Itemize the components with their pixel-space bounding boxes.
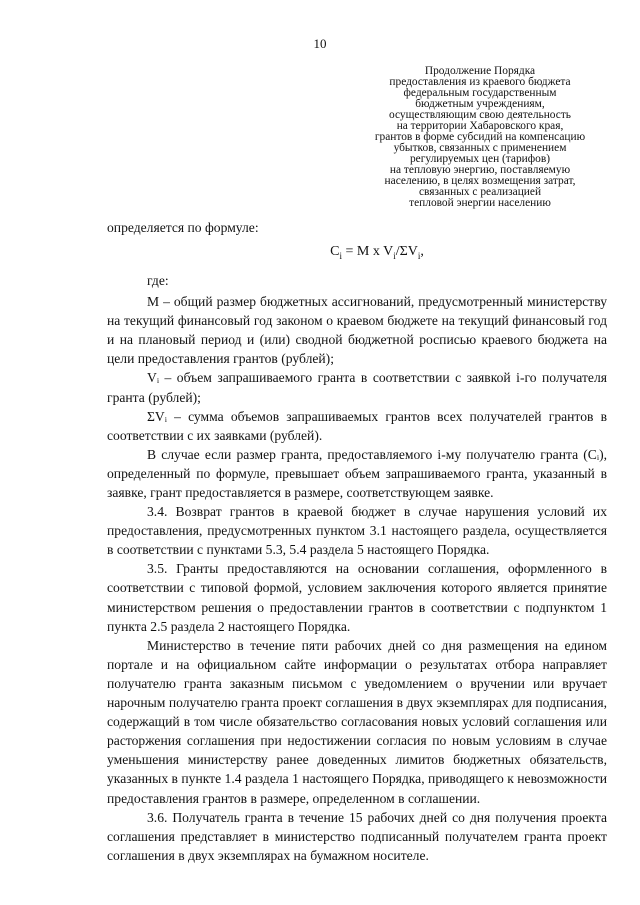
paragraph-v-definition: Vᵢ – объем запрашиваемого гранта в соответствии с заявкой i-го получателя гранта (рублей); <box>107 370 607 405</box>
header-line: на территории Хабаровского края, <box>396 120 564 132</box>
header-line: предоставления из краевого бюджета <box>389 76 571 88</box>
paragraph-3-6: 3.6. Получатель гранта в течение 15 рабочих дней со дня получения проекта соглашения представляет в министерство подписанный получателем гранта проект соглашения в двух экземплярах на бумажном носителе. <box>107 809 607 863</box>
header-line: убытков, связанных с применением <box>393 142 567 154</box>
paragraph-sum-definition: ΣVᵢ – сумма объемов запрашиваемых грантов всех получателей грантов в соответствии с их заявками (рублей). <box>107 408 607 443</box>
paragraph-3-4: 3.4. Возврат грантов в краевой бюджет в случае нарушения условий их предоставления, предусмотренных пунктом 3.1 настоящего раздела, осуществляется в соответствии с пунктами 5.3, 5.4 раздела 5 настоящего Порядка. <box>107 504 607 558</box>
header-line: населению, в целях возмещения затрат, <box>384 175 576 187</box>
paragraph-m-definition: M – общий размер бюджетных ассигнований, предусмотренный министерству на текущий финансовый год законом о краевом бюджете на текущий финансовый год и на плановый период и (или) сводной бюджетной росписью краевого бюджета на цели предоставления грантов (рублей); <box>107 294 607 367</box>
page-number: 10 <box>313 36 327 51</box>
paragraph-3-5: 3.5. Гранты предоставляются на основании соглашения, оформленного в соответствии с типовой формой, условием заключения которого является принятие министерством решения о предоставлении грантов в соответствии с подпунктом 1 пункта 2.5 раздела 2 настоящего Порядка. <box>107 561 607 634</box>
header-line: на тепловую энергию, поставляемую <box>389 164 571 176</box>
lead-text: определяется по формуле: <box>107 220 259 235</box>
paragraph-grant-limit: В случае если размер гранта, предоставляемого i-му получателю гранта (Cᵢ), определенный по формуле, превышает объем запрашиваемого гранта, указанный в заявке, грант предоставляется в размере, соответствующем заявке. <box>107 446 607 501</box>
header-line: тепловой энергии населению <box>409 197 551 209</box>
header-line: регулируемых цен (тарифов) <box>409 153 551 165</box>
header-line: бюджетным учреждениям, <box>415 98 545 110</box>
document-header <box>360 66 600 209</box>
where-label: где: <box>147 272 169 288</box>
header-line: федеральным государственным <box>403 87 557 99</box>
header-line: Продолжение Порядка <box>424 65 536 77</box>
header-line: связанных с реализацией <box>418 186 542 198</box>
document-body <box>107 218 607 865</box>
formula: $C_i = M$ x $V_i/\Sigma V_i$, <box>330 244 424 261</box>
header-line: осуществляющим свою деятельность <box>388 109 572 121</box>
header-line: грантов в форме субсидий на компенсацию <box>374 131 586 143</box>
paragraph-ministry: Министерство в течение пяти рабочих дней со дня размещения на едином портале и на официальном сайте информации о результатах отбора направляет получателю гранта заказным письмом с уведомлением о вручении или вручает нарочным получателю гранта проект соглашения в двух экземплярах для подписания, содержащий в том числе обязательство согласования новых условий соглашения или расторжения соглашения при недостижении согласия по новым условиям в случае уменьшения министерству ранее доведенных лимитов бюджетных обязательств, указанных в пункте 1.4 раздела 1 настоящего Порядка, приводящего к невозможности предоставления грантов в размере, определенном в соглашении. <box>107 637 607 806</box>
